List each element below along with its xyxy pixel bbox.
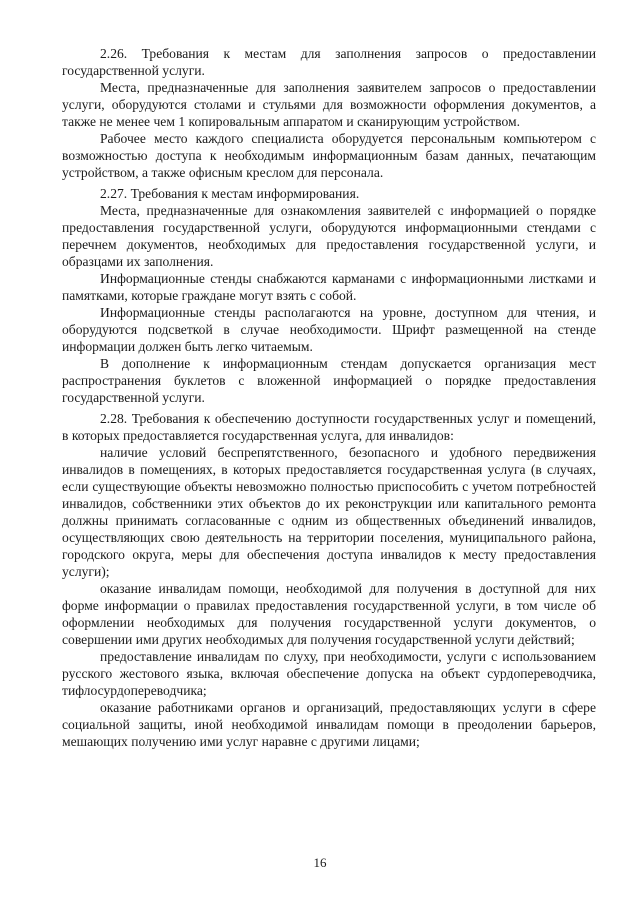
paragraph-2-27-heading: 2.27. Требования к местам информирования. [100,186,360,201]
page-body [62,45,596,750]
paragraph-2-26-heading: 2.26. Требования к местам для заполнения запросов о предоставлении государственной услуги. [62,46,596,78]
paragraph-2-28-heading: 2.28. Требования к обеспечению доступности государственных услуг и помещений, в которых предоставляется государственная услуга, для инвалидов: [62,411,596,443]
paragraph-social-protection-help: оказание работниками органов и организаций, предоставляющих услуги в сфере социальной защиты, иной необходимой инвалидам помощи в преодолении барьеров, мешающих получению ими услуг наравне с другими лицами; [62,700,596,749]
paragraph-assistance-information: оказание инвалидам помощи, необходимой для получения в доступной для них форме информации о правилах предоставления государственной услуги, в том числе об оформлении необходимых для получения государственной услуги документов, о совершении ими других необходимых для получения государственной услуги действий; [62,581,596,647]
paragraph-sign-language: предоставление инвалидам по слуху, при необходимости, услуги с использованием русского жестового языка, включая обеспечение допуска на объект сурдопереводчика, тифлосурдопереводчика; [62,649,596,698]
page-number: 16 [313,855,327,870]
paragraph-accessibility-conditions: наличие условий беспрепятственного, безопасного и удобного передвижения инвалидов в помещениях, в которых предоставляется государственная услуга (в случаях, если существующие объекты невозможно полностью приспособить с учетом потребностей инвалидов, собственники этих объектов до их реконструкции или капитального ремонта должны принимать согласованные с одним из общественных объединений инвалидов, осуществляющих свою деятельность на территории поселения, муниципального района, городского округа, меры для обеспечения доступа инвалидов к месту предоставления услуги); [62,445,596,579]
paragraph-workplace: Рабочее место каждого специалиста оборудуется персональным компьютером с возможностью доступа к необходимым информационным базам данных, печатающим устройством, а также офисным креслом для персонала. [62,131,596,180]
paragraph-info-stands-level: Информационные стенды располагаются на уровне, доступном для чтения, и оборудуются подсветкой в случае необходимости. Шрифт размещенной на стенде информации должен быть легко читаемым. [62,305,596,354]
paragraph-booklets: В дополнение к информационным стендам допускается организация мест распространения буклетов с вложенной информацией о порядке предоставления государственной услуги. [62,356,596,405]
paragraph-info-stands-pockets: Информационные стенды снабжаются карманами с информационными листками и памятками, которые граждане могут взять с собой. [62,271,596,303]
paragraph-info-places: Места, предназначенные для ознакомления заявителей с информацией о порядке предоставления государственной услуги, оборудуются информационными стендами с перечнем документов, необходимых для предоставления государственной услуги, и образцами их заполнения. [62,203,596,269]
paragraph-forms-places: Места, предназначенные для заполнения заявителем запросов о предоставлении услуги, оборудуются столами и стульями для возможности оформления документов, а также не менее чем 1 копировальным аппаратом и сканирующим устройством. [62,80,596,129]
